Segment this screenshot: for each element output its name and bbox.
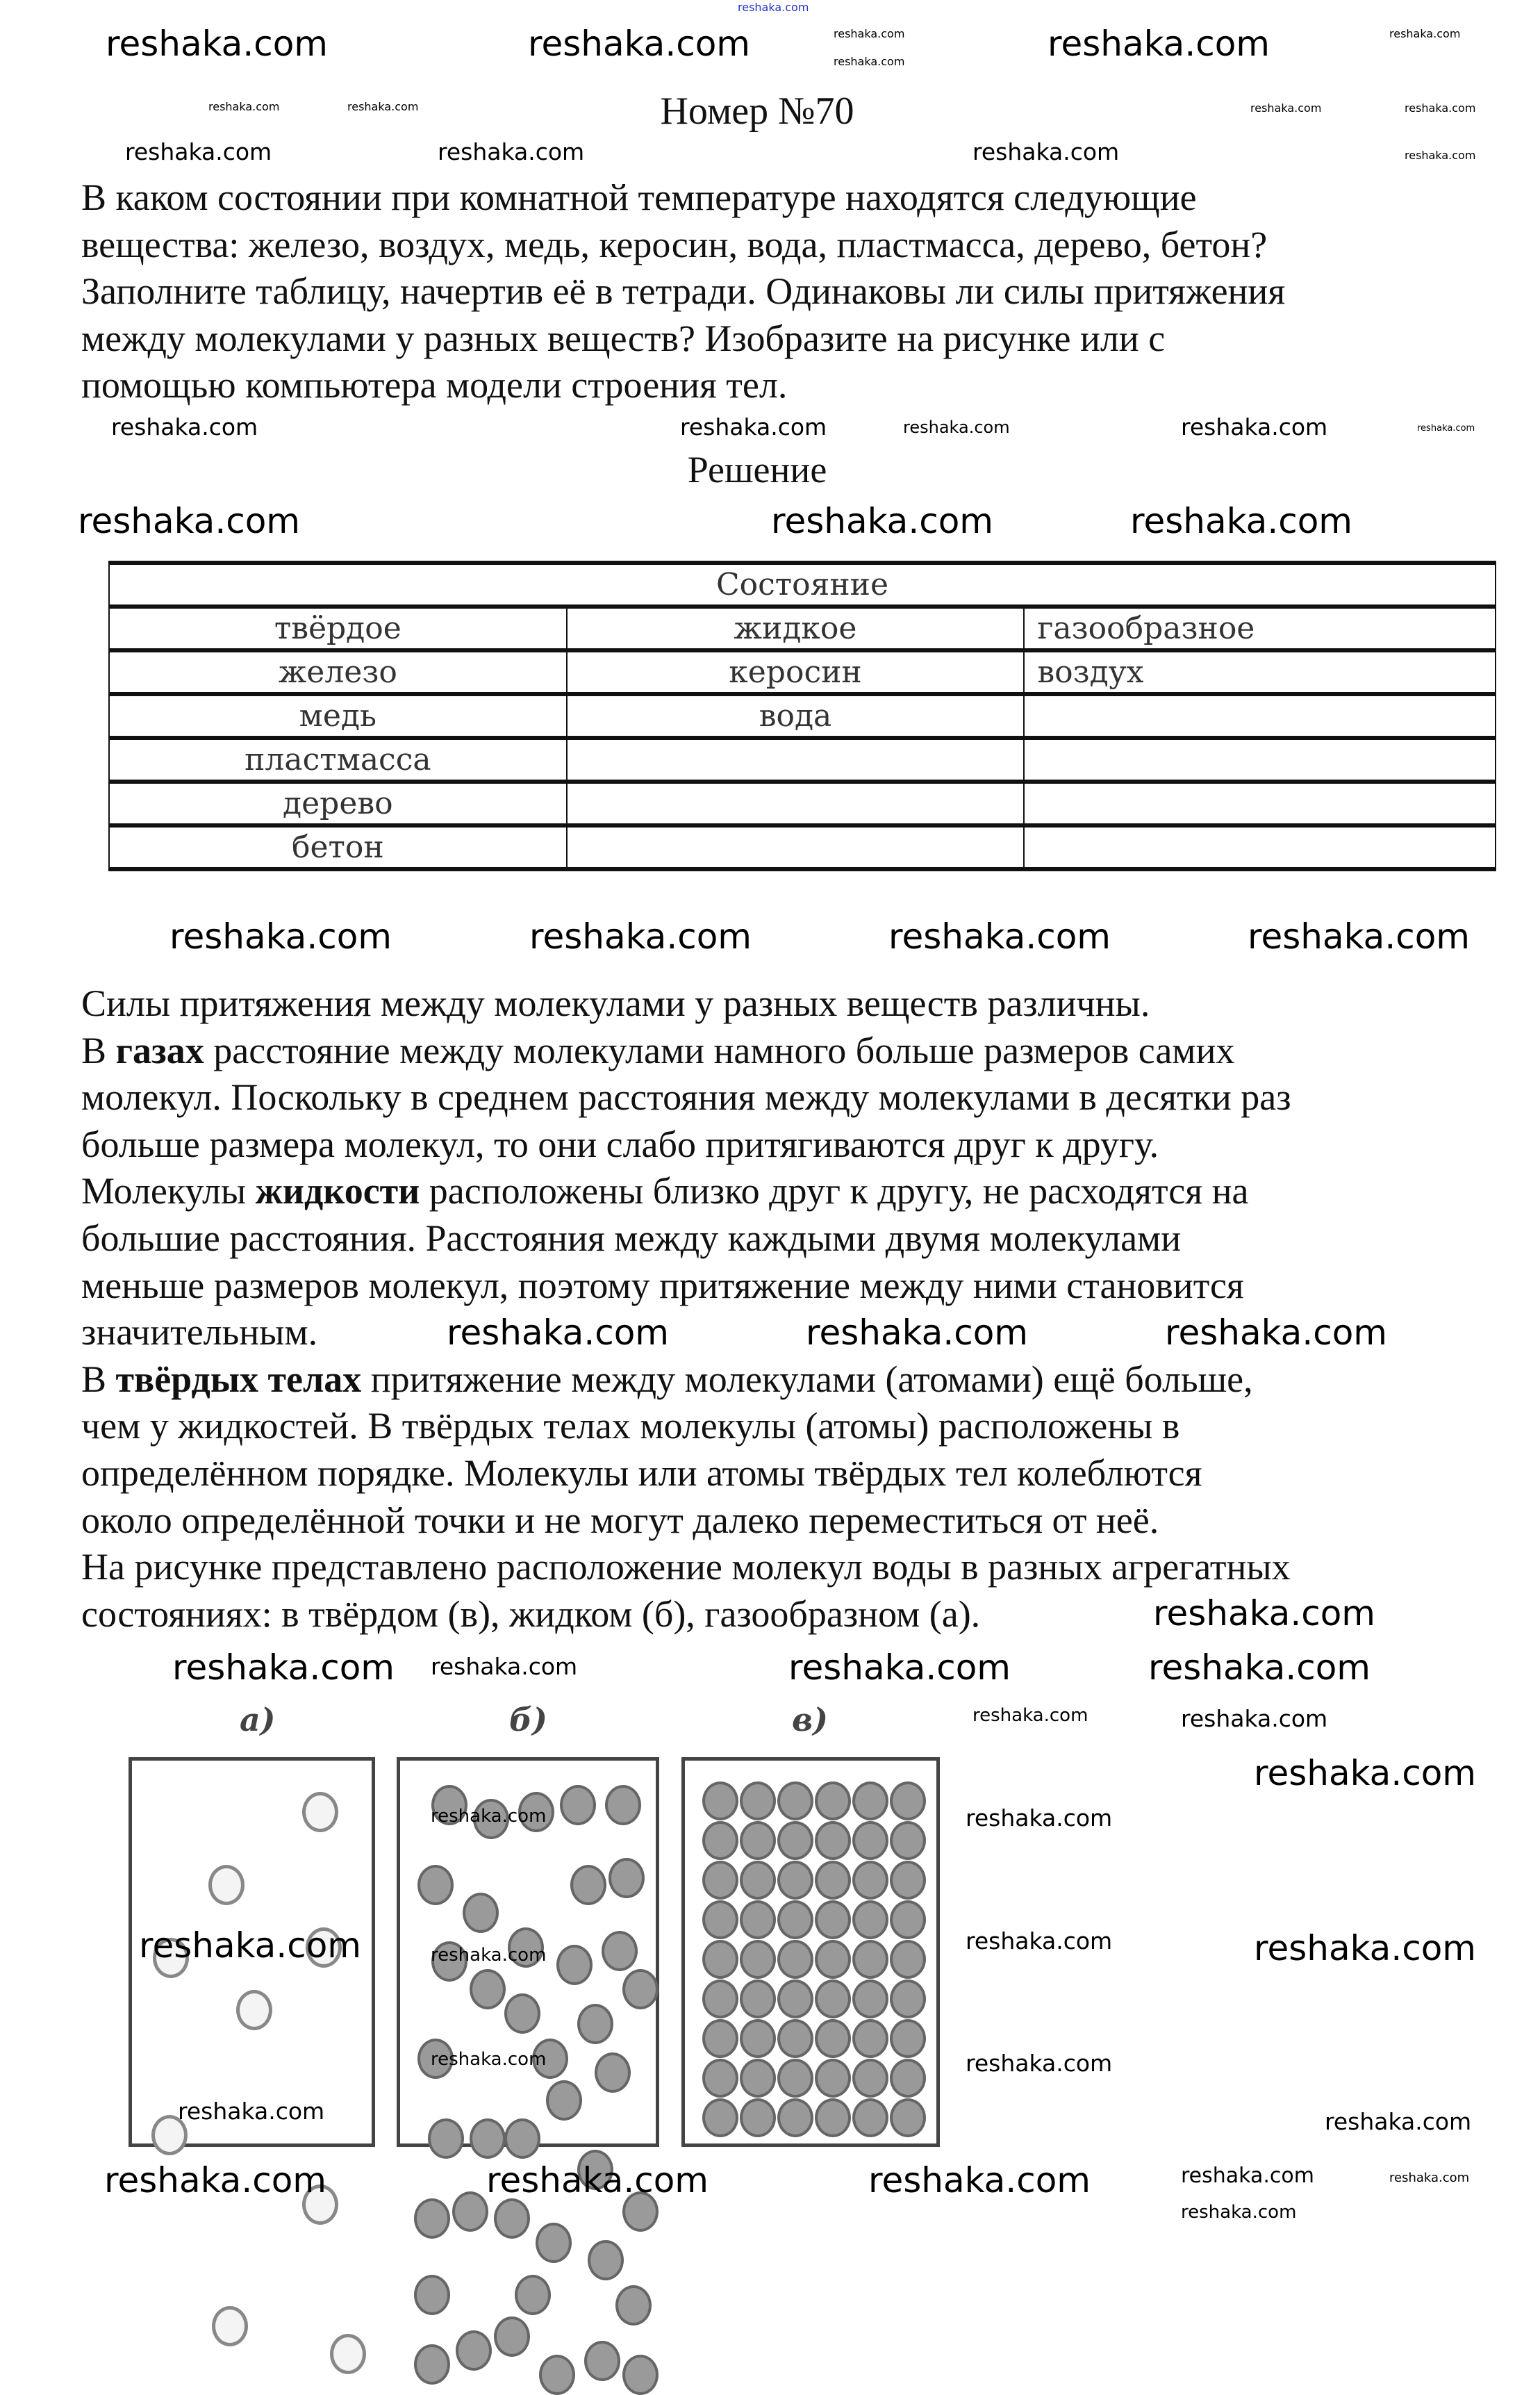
molecule bbox=[740, 1821, 776, 1860]
watermark: reshaka.com bbox=[903, 418, 1010, 437]
watermark: reshaka.com bbox=[1248, 916, 1470, 957]
molecule bbox=[615, 2285, 652, 2326]
molecule bbox=[852, 2098, 888, 2137]
answer-text bbox=[81, 980, 1291, 1638]
table-header: Состояние bbox=[109, 563, 1496, 607]
watermark: reshaka.com bbox=[178, 2098, 325, 2125]
molecule bbox=[852, 1940, 888, 1979]
watermark: reshaka.com bbox=[1254, 1753, 1476, 1793]
watermark: reshaka.com bbox=[1325, 2108, 1472, 2135]
watermark: reshaka.com bbox=[738, 1, 809, 14]
molecule bbox=[777, 1940, 813, 1979]
answer-line: молекул. Поскольку в среднем расстояния между молекулами в десятки раз bbox=[81, 1076, 1291, 1119]
molecule bbox=[890, 2098, 926, 2137]
molecule bbox=[740, 2059, 776, 2098]
molecule bbox=[702, 1781, 738, 1820]
molecule bbox=[417, 1865, 454, 1905]
answer-line: больше размера молекул, то они слабо притягиваются друг к другу. bbox=[81, 1123, 1159, 1165]
molecule bbox=[815, 1821, 851, 1860]
figure-label-a: а) bbox=[240, 1701, 276, 1738]
table-cell bbox=[567, 825, 1025, 869]
watermark: reshaka.com bbox=[172, 1647, 395, 1688]
molecule bbox=[536, 2223, 572, 2263]
watermark: reshaka.com bbox=[486, 2160, 709, 2200]
watermark: reshaka.com bbox=[966, 2050, 1113, 2077]
molecule bbox=[777, 2019, 813, 2058]
molecule bbox=[890, 1940, 926, 1979]
watermark: reshaka.com bbox=[680, 413, 827, 441]
molecule bbox=[504, 2118, 540, 2159]
molecule bbox=[595, 2052, 631, 2093]
watermark: reshaka.com bbox=[1389, 27, 1461, 40]
column-liquid: жидкое bbox=[567, 607, 1025, 650]
molecule bbox=[815, 1781, 851, 1820]
molecule bbox=[463, 1893, 499, 1933]
molecule bbox=[815, 1861, 851, 1900]
molecule bbox=[702, 1821, 738, 1860]
molecule bbox=[414, 2275, 450, 2315]
states-table bbox=[108, 561, 1496, 871]
column-gas: газообразное bbox=[1024, 607, 1496, 650]
watermark: reshaka.com bbox=[1153, 1593, 1375, 1633]
molecule bbox=[815, 2019, 851, 2058]
molecule bbox=[815, 2059, 851, 2098]
watermark: reshaka.com bbox=[1254, 1928, 1476, 1968]
molecule bbox=[852, 2019, 888, 2058]
answer-line bbox=[81, 1356, 1291, 1404]
molecule bbox=[515, 2275, 551, 2315]
molecule bbox=[740, 2019, 776, 2058]
table-cell bbox=[567, 782, 1025, 825]
bold-term: газах bbox=[115, 1029, 204, 1071]
bold-term: твёрдых телах bbox=[115, 1358, 362, 1400]
watermark: reshaka.com bbox=[1405, 101, 1476, 115]
answer-line: На рисунке представлено расположение молекул воды в разных агрегатных bbox=[81, 1546, 1291, 1588]
watermark: reshaka.com bbox=[972, 138, 1120, 165]
molecule bbox=[702, 1861, 738, 1900]
table-cell bbox=[1024, 694, 1496, 738]
molecule bbox=[852, 2059, 888, 2098]
molecule bbox=[560, 1785, 596, 1825]
molecule bbox=[212, 2306, 248, 2346]
molecule bbox=[777, 1980, 813, 2018]
watermark: reshaka.com bbox=[1417, 423, 1475, 434]
answer-line: Силы притяжения между молекулами у разных веществ различны. bbox=[81, 982, 1150, 1024]
molecule bbox=[702, 1940, 738, 1979]
watermark: reshaka.com bbox=[104, 2160, 326, 2200]
figure-label-c: в) bbox=[792, 1701, 828, 1738]
molecule bbox=[414, 2344, 450, 2385]
task-line: между молекулами у разных веществ? Изобразите на рисунке или с bbox=[81, 317, 1166, 359]
molecule bbox=[556, 1945, 593, 1985]
molecule bbox=[414, 2198, 450, 2239]
watermark: reshaka.com bbox=[208, 100, 280, 113]
molecule bbox=[777, 2098, 813, 2137]
molecule bbox=[539, 2355, 575, 2395]
molecule bbox=[815, 2098, 851, 2137]
watermark: reshaka.com bbox=[431, 1945, 547, 1966]
watermark: reshaka.com bbox=[139, 1925, 361, 1966]
molecule bbox=[494, 2198, 530, 2239]
table-cell bbox=[1024, 825, 1496, 869]
molecule bbox=[852, 1781, 888, 1820]
watermark: reshaka.com bbox=[834, 55, 905, 68]
molecule bbox=[852, 1861, 888, 1900]
molecule bbox=[452, 2191, 488, 2232]
bold-term: жидкости bbox=[255, 1170, 420, 1212]
molecule bbox=[622, 1969, 659, 2009]
table-column-headers bbox=[109, 607, 1496, 650]
molecule bbox=[777, 1781, 813, 1820]
answer-line: определённом порядке. Молекулы или атомы твёрдых тел колеблются bbox=[81, 1451, 1202, 1494]
molecule bbox=[494, 2316, 530, 2357]
molecule bbox=[702, 2098, 738, 2137]
molecule bbox=[577, 2004, 613, 2044]
answer-line: меньше размеров молекул, поэтому притяжение между ними становится bbox=[81, 1264, 1244, 1306]
molecule bbox=[852, 1980, 888, 2018]
text: расстояние между молекулами намного больше размеров самих bbox=[204, 1029, 1235, 1071]
molecule bbox=[470, 2118, 506, 2159]
watermark: reshaka.com bbox=[1181, 2164, 1314, 2188]
molecule bbox=[890, 1821, 926, 1860]
watermark: reshaka.com bbox=[966, 1927, 1113, 1954]
molecule bbox=[815, 1940, 851, 1979]
molecule bbox=[777, 1900, 813, 1939]
watermark: reshaka.com bbox=[1181, 413, 1328, 441]
answer-line: значительным. bbox=[81, 1311, 318, 1353]
molecule bbox=[852, 1821, 888, 1860]
molecule bbox=[890, 2059, 926, 2098]
watermark: reshaka.com bbox=[972, 1705, 1088, 1726]
answer-line: состояниях: в твёрдом (в), жидком (б), газообразном (а). bbox=[81, 1592, 981, 1635]
table-cell bbox=[1024, 738, 1496, 782]
text: притяжение между молекулами (атомами) ещё больше, bbox=[361, 1358, 1253, 1400]
figure-label-b: б) bbox=[509, 1701, 547, 1738]
molecule bbox=[890, 2019, 926, 2058]
molecule bbox=[208, 1865, 245, 1905]
molecule bbox=[546, 2080, 582, 2121]
molecule bbox=[890, 1980, 926, 2018]
watermark: reshaka.com bbox=[834, 27, 905, 40]
molecule bbox=[852, 1900, 888, 1939]
page-title: Номер №70 bbox=[660, 90, 854, 133]
watermark: reshaka.com bbox=[431, 1653, 578, 1680]
molecule bbox=[504, 1993, 540, 2034]
molecule bbox=[740, 1900, 776, 1939]
watermark: reshaka.com bbox=[1389, 2171, 1470, 2185]
watermark: reshaka.com bbox=[1250, 101, 1322, 115]
molecule bbox=[330, 2334, 366, 2374]
table-cell: дерево bbox=[109, 782, 567, 825]
watermark: reshaka.com bbox=[106, 24, 328, 64]
molecule bbox=[890, 1900, 926, 1939]
molecule bbox=[890, 1861, 926, 1900]
watermark: reshaka.com bbox=[771, 501, 993, 541]
task-text bbox=[81, 174, 1285, 409]
table-row bbox=[109, 694, 1496, 738]
table-cell: медь bbox=[109, 694, 567, 738]
task-line: помощью компьютера модели строения тел. bbox=[81, 364, 788, 406]
watermark: reshaka.com bbox=[431, 1806, 547, 1827]
watermark: reshaka.com bbox=[1165, 1312, 1387, 1353]
watermark: reshaka.com bbox=[1048, 24, 1270, 64]
table-cell: воздух bbox=[1024, 650, 1496, 694]
watermark: reshaka.com bbox=[347, 100, 419, 113]
molecule bbox=[815, 1900, 851, 1939]
table-cell: бетон bbox=[109, 825, 567, 869]
watermark: reshaka.com bbox=[529, 916, 752, 957]
text: В bbox=[81, 1358, 116, 1400]
table-cell: пластмасса bbox=[109, 738, 567, 782]
text: В bbox=[81, 1029, 116, 1071]
watermark: reshaka.com bbox=[528, 24, 750, 64]
watermark: reshaka.com bbox=[447, 1312, 669, 1353]
molecule bbox=[236, 1990, 272, 2030]
column-solid: твёрдое bbox=[109, 607, 567, 650]
watermark: reshaka.com bbox=[788, 1647, 1011, 1688]
answer-line: чем у жидкостей. В твёрдых телах молекулы (атомы) расположены в bbox=[81, 1405, 1180, 1447]
table-cell: керосин bbox=[567, 650, 1025, 694]
watermark: reshaka.com bbox=[125, 138, 272, 165]
watermark: reshaka.com bbox=[169, 916, 392, 957]
molecule bbox=[777, 2059, 813, 2098]
task-line: Заполните таблицу, начертив её в тетради. Одинаковы ли силы притяжения bbox=[81, 270, 1286, 313]
molecule bbox=[777, 1821, 813, 1860]
molecule bbox=[740, 1781, 776, 1820]
watermark: reshaka.com bbox=[438, 138, 585, 165]
watermark: reshaka.com bbox=[1181, 2202, 1297, 2223]
task-line: В каком состоянии при комнатной температуре находятся следующие bbox=[81, 176, 1197, 218]
molecule bbox=[428, 2118, 464, 2159]
watermark: reshaka.com bbox=[1405, 149, 1476, 162]
molecule bbox=[602, 1931, 638, 1971]
task-line: вещества: железо, воздух, медь, керосин, вода, пластмасса, дерево, бетон? bbox=[81, 223, 1268, 265]
molecule bbox=[702, 1980, 738, 2018]
molecule bbox=[815, 1980, 851, 2018]
molecule bbox=[584, 2341, 620, 2381]
table-cell: железо bbox=[109, 650, 567, 694]
answer-line: большие расстояния. Расстояния между каждыми двумя молекулами bbox=[81, 1217, 1182, 1259]
table-row bbox=[109, 738, 1496, 782]
watermark: reshaka.com bbox=[1148, 1647, 1371, 1688]
molecule bbox=[740, 1980, 776, 2018]
molecule bbox=[302, 1792, 338, 1832]
solid-molecules-panel bbox=[681, 1757, 940, 2147]
table-cell bbox=[1024, 782, 1496, 825]
watermark: reshaka.com bbox=[1181, 1705, 1328, 1732]
molecule bbox=[470, 1969, 506, 2009]
molecule bbox=[890, 1781, 926, 1820]
table-cell: вода bbox=[567, 694, 1025, 738]
molecule bbox=[740, 1861, 776, 1900]
molecule bbox=[622, 2355, 659, 2395]
table-row bbox=[109, 650, 1496, 694]
table-row bbox=[109, 782, 1496, 825]
answer-line bbox=[81, 1168, 1291, 1215]
molecule bbox=[456, 2330, 492, 2371]
answer-line bbox=[81, 1028, 1291, 1075]
watermark: reshaka.com bbox=[966, 1804, 1113, 1832]
solution-heading: Решение bbox=[687, 449, 827, 491]
watermark: reshaka.com bbox=[431, 2049, 547, 2070]
watermark: reshaka.com bbox=[111, 413, 258, 441]
answer-line: около определённой точки и не могут далеко переместиться от неё. bbox=[81, 1499, 1159, 1541]
watermark: reshaka.com bbox=[78, 501, 300, 541]
molecule bbox=[605, 1785, 641, 1825]
table-row bbox=[109, 825, 1496, 869]
molecule bbox=[570, 1865, 606, 1905]
molecule bbox=[608, 1858, 645, 1898]
molecule bbox=[740, 1940, 776, 1979]
molecule bbox=[702, 1900, 738, 1939]
molecule bbox=[702, 2019, 738, 2058]
molecule bbox=[740, 2098, 776, 2137]
molecule bbox=[588, 2240, 624, 2280]
molecule bbox=[777, 1861, 813, 1900]
text: расположены близко друг к другу, не расходятся на bbox=[420, 1170, 1249, 1212]
watermark: reshaka.com bbox=[888, 916, 1111, 957]
table-cell bbox=[567, 738, 1025, 782]
watermark: reshaka.com bbox=[1130, 501, 1352, 541]
watermark: reshaka.com bbox=[806, 1312, 1028, 1353]
watermark: reshaka.com bbox=[868, 2160, 1091, 2200]
molecule bbox=[702, 2059, 738, 2098]
text: Молекулы bbox=[81, 1170, 256, 1212]
